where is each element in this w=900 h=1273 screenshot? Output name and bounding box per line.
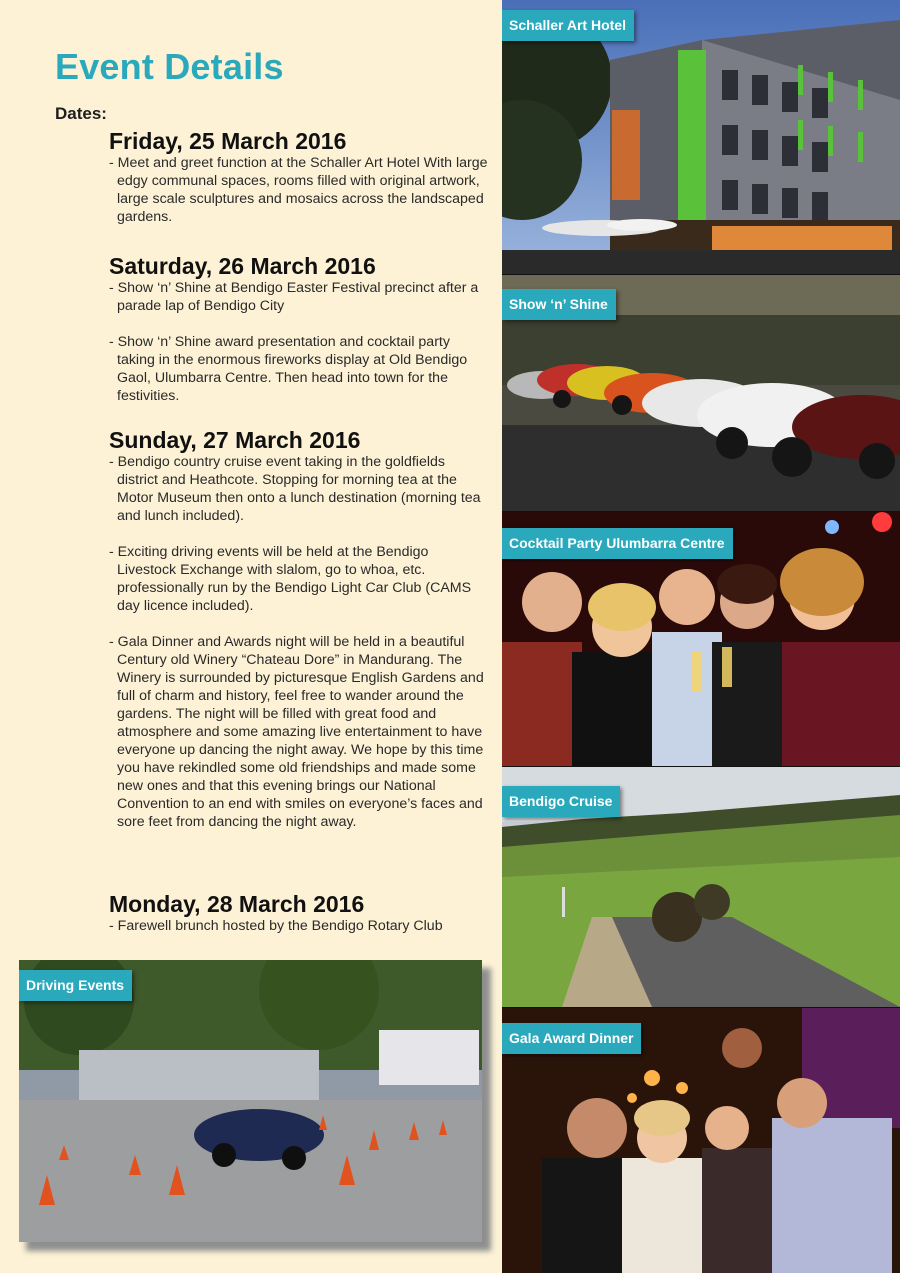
day-heading: Friday, 25 March 2016 — [109, 128, 347, 154]
page-title: Event Details — [55, 46, 284, 87]
cocktail-party-photo — [502, 512, 900, 766]
day-monday — [109, 891, 489, 935]
day-friday — [109, 128, 489, 226]
event-item: - Bendigo country cruise event taking in the goldfields district and Heathcote. Stopping for morning tea at the Motor Museum then onto a lunch destination (morning tea and lunch included). — [109, 454, 481, 524]
photo-caption: Bendigo Cruise — [502, 786, 620, 817]
day-saturday — [109, 253, 489, 405]
event-item: - Show ‘n’ Shine at Bendigo Easter Festival precinct after a parade lap of Bendigo City — [109, 280, 479, 314]
day-sunday — [109, 427, 489, 831]
event-item: - Meet and greet function at the Schaller Art Hotel With large edgy communal spaces, rooms filled with original artwork, large scale sculptures and mosaics across the landscaped gardens. — [109, 155, 488, 225]
dates-label: Dates: — [55, 104, 107, 123]
day-heading: Monday, 28 March 2016 — [109, 891, 365, 917]
photo-caption: Cocktail Party Ulumbarra Centre — [502, 528, 733, 559]
photo-caption: Show ‘n’ Shine — [502, 289, 616, 320]
event-item: - Exciting driving events will be held at the Bendigo Livestock Exchange with slalom, go to whoa, etc. professionally run by the Bendigo Light Car Club (CAMS day licence included). — [109, 544, 472, 614]
day-heading: Sunday, 27 March 2016 — [109, 427, 361, 453]
event-item: - Farewell brunch hosted by the Bendigo Rotary Club — [109, 918, 443, 934]
event-item: - Show ‘n’ Shine award presentation and cocktail party taking in the enormous fireworks display at Old Bendigo Gaol, Ulumbarra Centre. Then head into town for the festivities. — [109, 334, 468, 404]
bendigo-cruise-photo — [502, 767, 900, 1007]
photo-caption: Driving Events — [19, 970, 132, 1001]
event-item: - Gala Dinner and Awards night will be held in a beautiful Century old Winery “Chateau Dore” in Mandurang. The Winery is surrounded by picturesque English Gardens and full of charm and history, feel free to wander around the gardens. The night will be filled with great food and atmosphere and some amazing live entertainment to have everyone up dancing the night away. We hope by this time you have rekindled some old friendships and made some new ones and that this evening brings our National Convention to an end with smiles on everyone’s faces and sore feet from dancing the night away. — [109, 634, 484, 830]
day-heading: Saturday, 26 March 2016 — [109, 253, 376, 279]
gala-dinner-photo — [502, 1008, 900, 1273]
show-n-shine-photo — [502, 275, 900, 511]
photo-column — [502, 0, 900, 1273]
driving-events-photo — [19, 960, 482, 1242]
schaller-hotel-photo — [502, 0, 900, 274]
photo-caption: Gala Award Dinner — [502, 1023, 641, 1054]
photo-caption: Schaller Art Hotel — [502, 10, 634, 41]
